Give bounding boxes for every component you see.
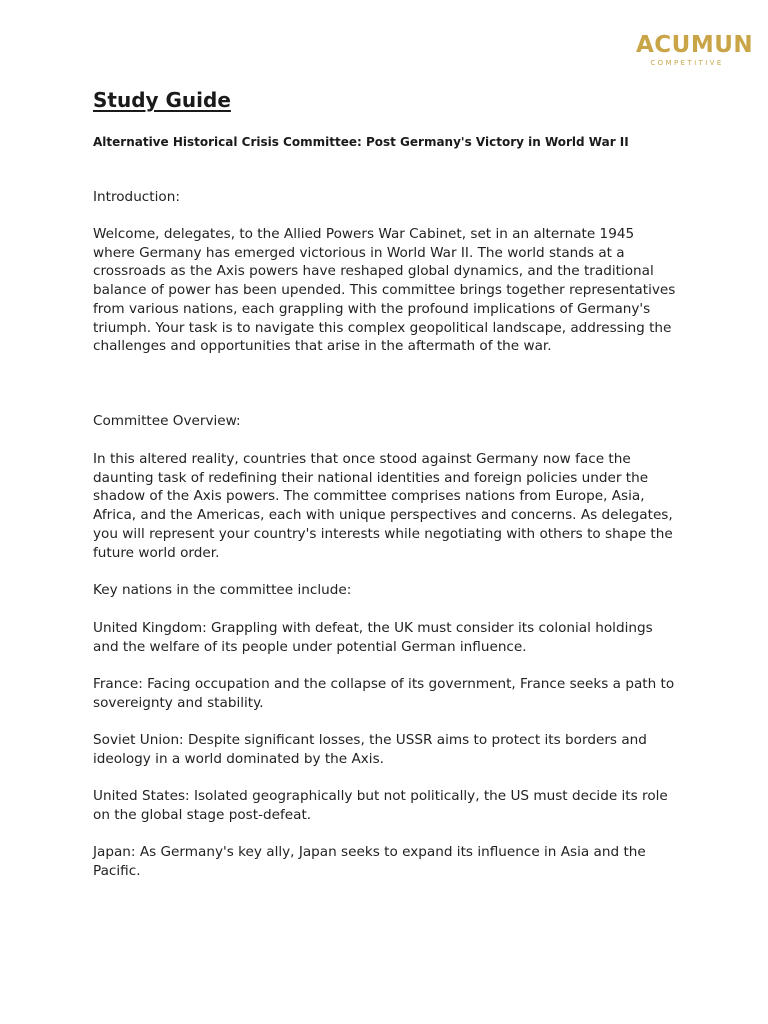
logo-wordmark: ACUMUN [636, 32, 754, 58]
introduction-heading: Introduction: [93, 189, 180, 205]
acumun-logo [636, 31, 754, 68]
introduction-paragraph: Welcome, delegates, to the Allied Powers War Cabinet, set in an alternate 1945 where Germany has emerged victorious in World War II. The world stands at a crossroads as the Axis powers have reshaped global dynamics, and the traditional balance of power has been upended. This committee brings together representatives from various nations, each grappling with the profound implications of Germany's triumph. Your task is to navigate this complex geopolitical landscape, addressing the challenges and opportunities that arise in the aftermath of the war. [93, 226, 676, 355]
nation-soviet-union: Soviet Union: Despite significant losses, the USSR aims to protect its borders and ideology in a world dominated by the Axis. [93, 732, 647, 767]
key-nations-heading: Key nations in the committee include: [93, 582, 352, 598]
nation-japan: Japan: As Germany's key ally, Japan seeks to expand its influence in Asia and the Pacific. [93, 844, 646, 879]
nation-united-kingdom: United Kingdom: Grappling with defeat, the UK must consider its colonial holdings and the welfare of its people under potential German influence. [93, 620, 653, 655]
committee-overview-paragraph: In this altered reality, countries that once stood against Germany now face the daunting task of redefining their national identities and foreign policies under the shadow of the Axis powers. The committee comprises nations from Europe, Asia, Africa, and the Americas, each with unique perspectives and concerns. As delegates, you will represent your country's interests while negotiating with others to shape the future world order. [93, 451, 673, 561]
document-title: Study Guide [93, 88, 231, 112]
committee-overview-heading: Committee Overview: [93, 413, 241, 429]
committee-subtitle: Alternative Historical Crisis Committee: Post Germany's Victory in World War II [93, 135, 629, 149]
nation-france: France: Facing occupation and the collapse of its government, France seeks a path to sovereignty and stability. [93, 676, 675, 711]
logo-tagline: COMPETITIVE [650, 59, 724, 67]
nation-united-states: United States: Isolated geographically but not politically, the US must decide its role on the global stage post-defeat. [93, 788, 668, 823]
